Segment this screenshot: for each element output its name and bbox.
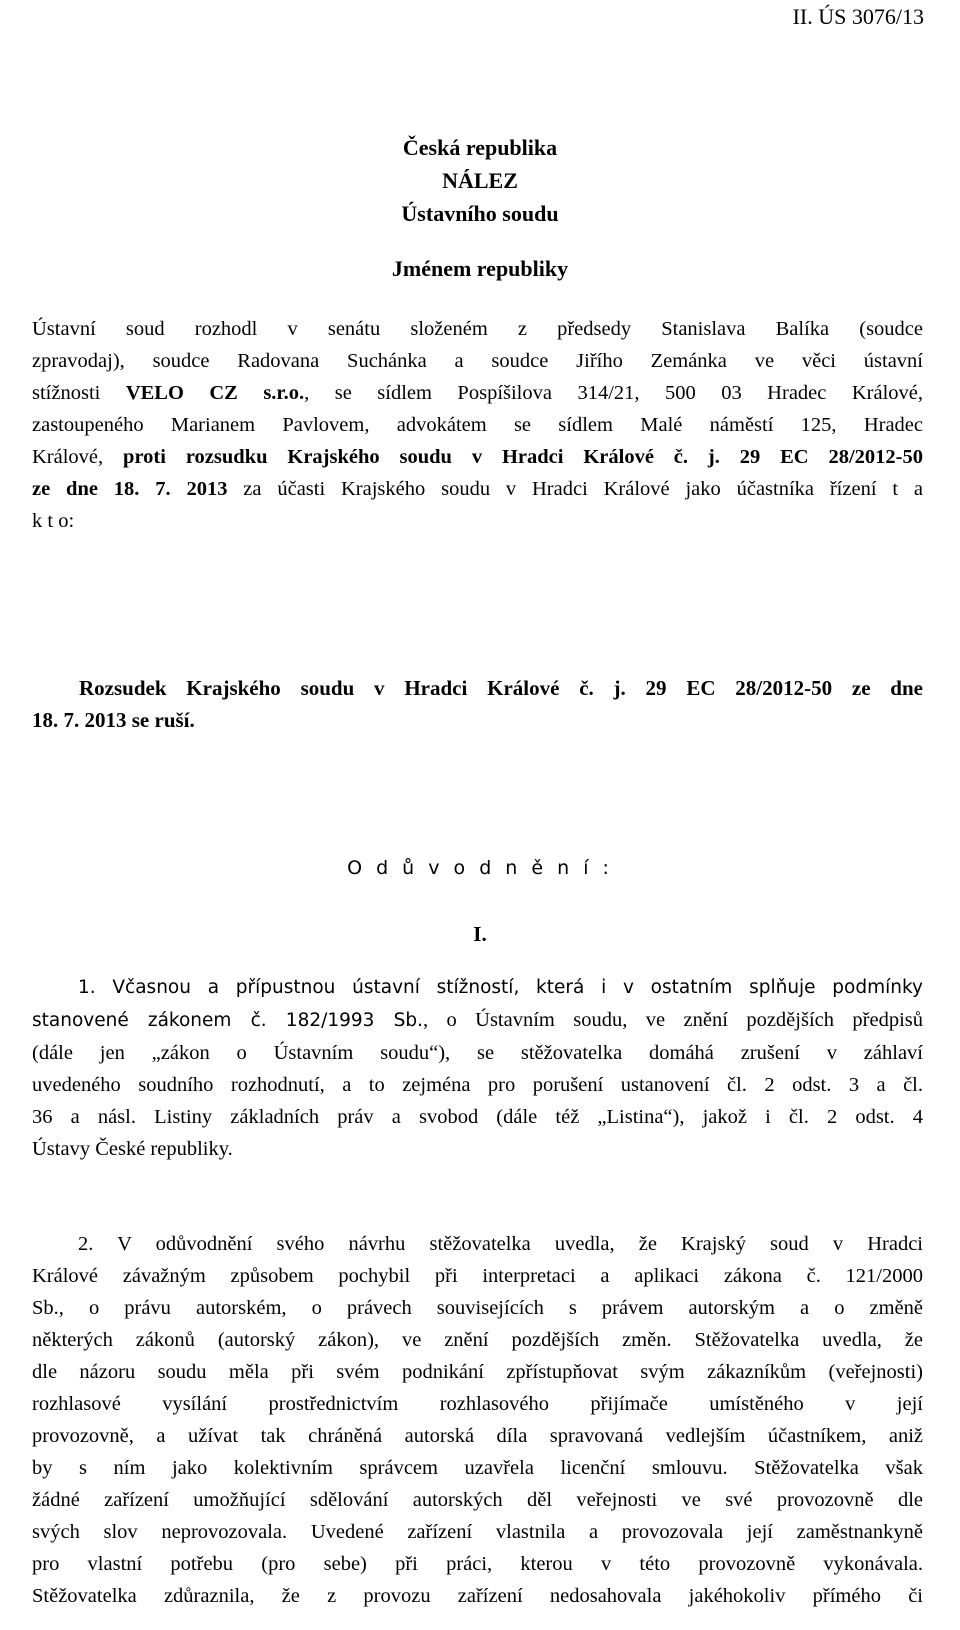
intro-text: Králové, [32,446,124,468]
paragraph-text: Listiny základních práv a svobod (dále též „Listina“), jakož i čl. 2 odst. 4 [135,1106,923,1128]
paragraph-line: uvedeného soudního rozhodnutí, a to zejména pro porušení ustanovení čl. 2 odst. 3 a čl. [32,1074,923,1096]
intro-text: stížnosti [32,382,126,404]
paragraph-line: svých slov neprovozovala. Uvedené zařízení vlastnila a provozovala její zaměstnankyně [32,1521,923,1543]
intro-line: k t o: [32,510,75,532]
paragraph-text: , o Ústavním soudu, ve znění pozdějších předpisů [422,1009,923,1031]
title-court: Ústavního soudu [401,201,559,226]
paragraph-line: (dále jen „zákon o Ústavním soudu“), se stěžovatelka domáhá zrušení v záhlaví [32,1042,923,1064]
title-judgment: NÁLEZ [442,168,518,193]
intro-line: zastoupeného Marianem Pavlovem, advokátem se sídlem Malé náměstí 125, Hradec [32,414,923,436]
verdict [32,672,923,736]
paragraph-line: 2. V odůvodnění svého návrhu stěžovatelka uvedla, že Krajský soud v Hradci [78,1233,923,1255]
intro-line: zpravodaj), soudce Radovana Suchánka a soudce Jiřího Zemánka ve věci ústavní [32,350,923,372]
paragraph-line: provozovně, a užívat tak chráněná autorská díla spravovaná vedlejším účastníkem, aniž [32,1425,923,1447]
intro-text: za účasti Krajského soudu v Hradci Králové jako účastníka řízení t a [227,478,923,500]
reasoning-heading: O d ů v o d n ě n í : [347,857,613,879]
section-number: I. [473,922,487,946]
paragraph-line: dle názoru soudu měla při svém podnikání zpřístupňovat svým zákazníkům (veřejnosti) [32,1361,923,1383]
paragraph-line: některých zákonů (autorský zákon), ve znění pozdějších změn. Stěžovatelka uvedla, že [32,1329,923,1351]
intro-paragraph [32,313,923,537]
complainant-name: VELO CZ s.r.o. [125,382,305,404]
paragraph-line: pro vlastní potřebu (pro sebe) při práci, kterou v této provozovně vykonávala. [32,1553,923,1575]
intro-line: Ústavní soud rozhodl v senátu složeném z předsedy Stanislava Balíka (soudce [32,318,923,340]
intro-line [32,377,923,409]
contested-judgment: proti rozsudku Krajského soudu v Hradci Králové č. j. 29 EC 28/2012-50 [123,446,924,468]
paragraph-line: Stěžovatelka zdůraznila, že z provozu zařízení nedosahovala jakéhokoliv přímého či [32,1585,923,1607]
paragraph-line [32,1101,923,1133]
paragraph-line: žádné zařízení umožňující sdělování autorských děl veřejnosti ve své provozovně dle [32,1489,923,1511]
verdict-line: 18. 7. 2013 se ruší. [32,708,195,732]
verdict-line: Rozsudek Krajského soudu v Hradci Králové č. j. 29 EC 28/2012-50 ze dne [79,676,923,700]
paragraph-text: stanovené zákonem č. 182/1993 Sb. [32,1010,423,1031]
title-in-name-of-republic: Jménem republiky [391,256,569,281]
paragraph-1 [32,972,923,1165]
paragraph-line: Ústavy České republiky. [32,1138,233,1160]
paragraph-line: Sb., o právu autorském, o právech souvisejících s právem autorským a o změně [32,1297,923,1319]
file-reference: II. ÚS 3076/13 [792,4,924,29]
intro-line [32,473,923,505]
judgment-date: ze dne 18. 7. 2013 [32,478,228,500]
paragraph-text: 36 a násl. [32,1106,136,1128]
paragraph-line: 1. Včasnou a přípustnou ústavní stížností, která i v ostatním splňuje podmínky [78,977,923,998]
intro-line [32,441,923,473]
paragraph-line: Králové závažným způsobem pochybil při interpretaci a aplikaci zákona č. 121/2000 [32,1265,923,1287]
paragraph-2 [32,1228,923,1612]
title-country: Česká republika [402,135,558,160]
paragraph-line [32,1004,923,1037]
paragraph-line: by s ním jako kolektivním správcem uzavřela licenční smlouvu. Stěžovatelka však [32,1457,923,1479]
intro-text: , se sídlem Pospíšilova 314/21, 500 03 Hradec Králové, [304,382,923,404]
paragraph-line: rozhlasové vysílání prostřednictvím rozhlasového přijímače umístěného v její [32,1393,923,1415]
